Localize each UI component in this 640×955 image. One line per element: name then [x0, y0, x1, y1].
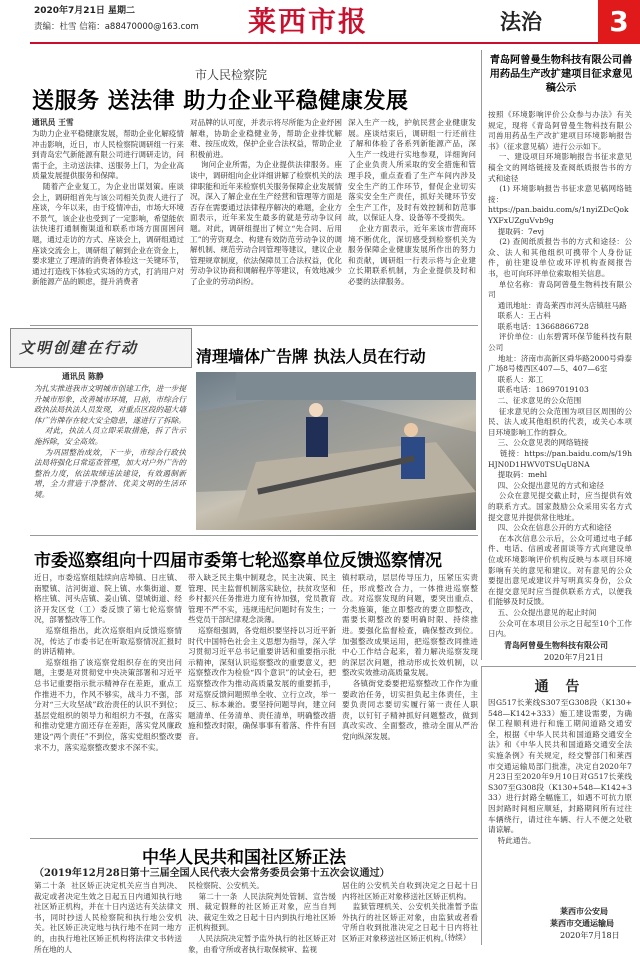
issue-date: 2020年7月21日 星期二 — [34, 6, 135, 16]
article1-kicker: 市人民检察院 — [195, 68, 268, 82]
article4-subheadline: （2019年12月28日第十三届全国人民代表大会常务委员会第十五次会议通过） — [34, 868, 390, 879]
page-number: 3 — [598, 0, 640, 44]
header-rule — [30, 42, 598, 44]
editor-line: 责编：杜雪 信箱：a88470000@163.com — [34, 22, 199, 32]
notice-sign-2: 莱西市交通运输局 — [550, 918, 614, 928]
article1-headline: 送服务 送法律 助力企业平稳健康发展 — [32, 89, 409, 114]
notice-date: 2020年7月18日 — [560, 931, 620, 940]
sidebar-divider — [481, 50, 482, 660]
article4-end-mark: （待续） — [440, 933, 471, 942]
wall-demolition-photo — [196, 372, 476, 530]
notice-sign-1: 莱西市公安局 — [560, 906, 608, 916]
notice-body: 因G517长莱线S307至G308段（K130+548—K142+333）施工建设需要，为确保工程顺利进行和施工期间道路交通安全，根据《中华人民共和国道路交通安全法》和《中华人民共和国道路交通安全法实施条例》有关规定，经交警部门和莱西市交通运输局部门批准，决定自2020年7月23日至2020年9月10日对G517长莱线S307至G308段（K130+548—K142+333）进行封路全幅施工，如遇不可抗力原因封路时间相应顺延，封路期间所有过往车辆绕行，请过往车辆、行人不便之处敬请谅解。 特此通告。 — [488, 698, 632, 845]
civilization-banner — [10, 328, 192, 368]
article2-byline: 通讯员 陈静 — [62, 372, 104, 381]
article3-column-2: 带入缺乏民主集中制观念，民主决策、民主管理、民主监督机制落实缺位，扶贫攻坚和乡村振兴任务推进力度有待加强，党员教育管理不严不实，违规违纪问题时有发生；一些党员干部纪律观念淡薄。 巡察组强调，各党组织要坚持以习近平新时代中国特色社会主义思想为指导，深入学习贯彻习近平总书记重要讲话和重要指示批示精神，深刻认识巡察整改的重要意义，把巡察整改作为检验“四个意识”的试金石，把巡察整改作为推动高质量发展的重要抓手，对巡察反馈问题照单全收、立行立改，举一反三、标本兼治。要坚持问题导向，建立问题清单、任务清单、责任清单，明确整改措施和整改时限，确保事事有着落、件件有回音。 — [188, 573, 337, 741]
article4-column-2: 民检察院、公安机关。 第二十一条 人民法院判处管制、宣告缓刑、裁定假释的社区矫正对象，应当自判决、裁定生效之日起十日内到执行地社区矫正机构报到。 人民法院决定暂予监外执行的社区矫正对象，由看守所或者执行取保候审、监视 — [188, 881, 337, 954]
sidebar-announcement-body: 按照《环境影响评价公众参与办法》有关规定，现将《青岛阿曾曼生物科技有限公司兽用药品生产改扩建项目环境影响报告书》（征求意见稿）进行公示如下。 一、建设项目环境影响报告书征求意见稿全文的网络链接及查阅纸质报告书的方式和途径 (1) 环境影响报告书征求意见稿网络链接： https://pan.baidu.com/s/1nyiZDcQokYXFxUZguVvb9g 提取码：7evj (2) 查阅纸质报告书的方式和途径：公众、法人和其他组织可携带个人身份证件，前往建设单位或环评机构查阅报告书，也可向环评单位索取相关信息。 单位名称：青岛阿曾曼生物科技有限公司 通讯地址：青岛莱西市河头店镇驻马路 联系人：王占科 联系电话：13668866728 评价单位：山东碧霄环保节能科技有限公司 地址：济南市高新区舜华路2000号舜泰广场8号楼西区407—5、407—6室 联系人：郑工 联系电话：18697019103 二、征求意见的公众范围 征求意见的公众范围为项目区周围的公民、法人或其他组织的代表，或关心本项目环境影响工作的群众。 三、公众意见表的网络链接 链接：https://pan.baidu.com/s/19hHJN0D1HWV0TSUqU8NA 提取码：mehl 四、公众提出意见的方式和途径 公众在意见提交截止时，应当提供有效的联系方式。国家鼓励公众采用实名方式提交意见并提供常住地址。 四、公众在信息公开的方式和途径 在本次信息公示后，公众可通过电子邮件、电话、信函或者面谈等方式向建设单位或环境影响评价机构反映与本项目环境影响有关的意见和建议。对有意见的公众要提出意见或建议并写明真实身份，公众在提交意见时应当提供联系方式，以便我们能够及时反馈。 五、公众提出意见的起止时间 公众可在本项目公示之日起至10个工作日内。 — [488, 110, 633, 639]
photo-illustration — [196, 372, 476, 530]
article1-byline: 通讯员 王雪 — [32, 118, 74, 127]
article4-column-3: 居住的公安机关自收到决定之日起十日内将社区矫正对象移送社区矫正机构。 监狱管理机关、公安机关批准暂予监外执行的社区矫正对象，由监狱或者看守所自收到批准决定之日起十日内将社区矫正对象移送社区矫正机构。 — [342, 881, 479, 943]
article1-column-1: 为助力企业平稳健康发展，帮助企业化解疫情冲击影响，近日，市人民检察院调研组一行来到青岛宏气新能源有限公司进行调研走访，问需于企，主动送法律、送服务上门，为企业高质量发展提供服务和保障。 随着产企业复工，为企业出谋划策。座谈会上，调研组首先与该公司相关负责人进行了座谈，今年以来，由于疫情冲击，市场大环境不景气，该企业也受到了一定影响，希望能依法快速打通制衡渠道和联系市场方面面困问题，通过走访的方式、座谈会上，调研组通过座谈交流会上，调研组了解到企业在资金上，要求建立了理清的消费者体验这一关键环节，通过打造线下体验式实场的方式，打消用户对新能源产品的顾虑，提升消费者 — [32, 129, 184, 287]
notice-divider — [481, 666, 482, 945]
article2-headline: 清理墙体广告牌 执法人员在行动 — [196, 347, 426, 366]
sidebar-divider-h — [481, 666, 636, 667]
article1-column-3: 深入生产一线，护航民营企业健康发展。座谈结束后，调研组一行还前往了解和体验了各系列新能源产品，深入生产一线进行实地参观，详细询问了企业负责人所采取的安全措施和管理手段，重点查看了生产车间内涉及安全生产的工作环节，督促企业切实落实安全生产责任，抓好关键环节安全生产工作，及时有效控制和防范事故，以保证人身、设备等不受损失。 企业方面表示，近年来该市营商环境不断优化，深切感受到检察机关为服务保障企业健康发展所作出的努力和贡献，调研组一行表示将与企业建立长期联系机制，为企业提供及时和必要的法律服务。 — [348, 118, 477, 286]
section-divider-2 — [30, 535, 478, 536]
sidebar-announcement-headline: 青岛阿曾曼生物科技有限公司兽用药品生产改扩建项目征求意见稿公示 — [489, 55, 633, 94]
newspaper-logo: 莱西市报 — [248, 5, 369, 38]
banner-text: 文明创建在行动 — [19, 339, 139, 357]
section-divider-3 — [30, 838, 478, 839]
article3-column-3: 镇村联动，层层传导压力，压紧压实责任，形成整改合力，一体推进巡察整改。对巡察发现的问题，要突出重点、分类施策，能立即整改的要立即整改，需要长期整改的要明确时限、持续推进。要强化监督检查，确保整改到位。加强整改成果运用，把巡察整改同推进中心工作结合起来，着力解决巡察发现的深层次问题，推动形成长效机制，以整改实效推动高质量发展。 各镇街党委要把巡察整改工作作为重要政治任务，切实担负起主体责任，主要负责同志要切实履行第一责任人职责，以钉钉子精神抓好问题整改，做到真改实改、全面整改，推动全面从严治党向纵深发展。 — [342, 573, 479, 741]
section-name: 法治 — [500, 10, 542, 34]
notice-title: 通 告 — [534, 679, 586, 695]
masthead — [0, 0, 640, 44]
article1-column-2: 对品牌的认可度，并表示将尽所能为企业纾困解难，协助企业稳健业务，帮助企业排忧解难、按压成效，保护企业合法权益，帮助企业积极前进。 询问企业所需，为企业提供法律服务。座谈中，调研组向企业详细讲解了检察机关的法律职能和近年来检察机关服务保障企业发展情况，深入了解企业在生产经营和管理等方面是否存在需要通过法律程序解决的难题，企业方面表示，近年来发生最多的就是劳动争议问题。对此，调研组提出了树立“先合同、后用工”的劳资观念、构建有效防范劳动争议的调解机制、规范劳动合同管理等建议，建议企业管理规章制度，依法保障员工合法权益，优化劳动争议协商和调解程序等建议，有效地减少了企业的劳动纠纷。 — [190, 118, 342, 286]
article4-headline: 中华人民共和国社区矫正法 — [142, 848, 346, 868]
section-divider-1 — [30, 325, 478, 326]
sidebar-signature: 青岛阿曾曼生物科技有限公司 — [504, 640, 608, 650]
article3-headline: 市委巡察组向十四届市委第七轮巡察单位反馈巡察情况 — [34, 551, 442, 571]
article2-body: 为扎实推进我市文明城市创建工作，进一步提升城市形象，改善城市环境，日前，市综合行政执法局执法人员发现，对重点区段的超大墙体广告牌存在较大安全隐患，遂进行了拆除。 对此，执法人员立即采取措施，拆了告示施拆除，安全高效。 为巩固整治成效，下一步，市综合行政执法局将强化日常巡查管理，加大对户外广告的整治力度，依法取缔违法建设，有效遏制新增，全力营造干净整洁、优美文明的生活环境。 — [34, 384, 186, 499]
article3-column-1: 近日，市委巡察组陆续向店埠镇、日庄镇、南墅镇、沽河街道、院上镇、水集街道、夏格庄镇、河头店镇、姜山镇、望城街道、经济开发区党（工）委反馈了第七轮巡察情况，部署整改等工作。 巡察组指出，此次巡察组向反馈巡察情况，传达了市委书记在听取巡察情况汇报时的讲话精神。 巡察组指了该巡察党组织存在的突出问题，主要是对贯彻党中央决策部署和习近平总书记重要指示批示精神存在差距，重点工作推进不力，作风不够实，战斗力不强，部分对“三大攻坚战”政治责任的认识不到位；基层党组织的领导力和组织力不强，在落实和推动党建方面还存在差距，落实党风廉政建设“两个责任”不到位，落实党组织整改要求不力，落实巡察整改要求不深不实。 — [34, 573, 183, 752]
sidebar-date: 2020年7月21日 — [544, 653, 604, 662]
article4-column-1: 第二十条 社区矫正决定机关应当自判决、裁定或者决定生效之日起五日内通知执行地社区矫正机构，并在十日内送达有关法律文书，同时抄送人民检察院和执行地公安机关。社区矫正决定地与执行地不在同一地方的，由执行地社区矫正机构将法律文书转送所在地的人 — [34, 881, 182, 954]
